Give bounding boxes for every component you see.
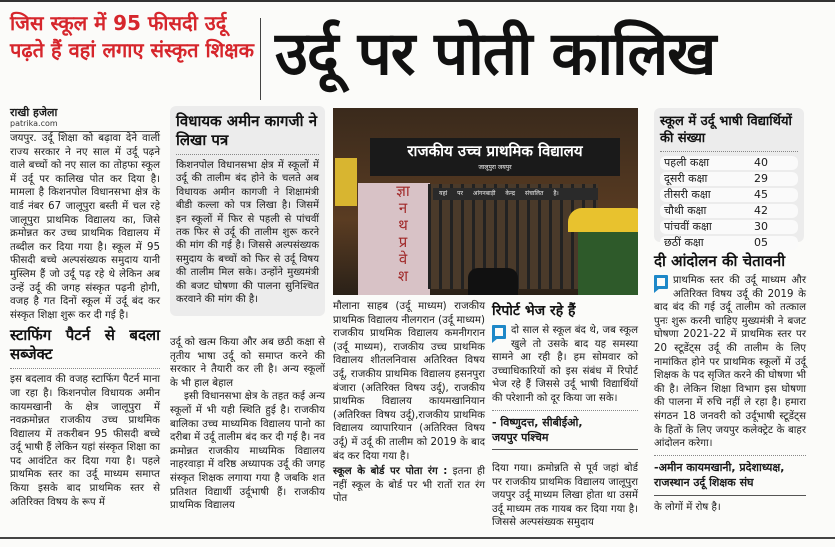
school-photo — [333, 108, 638, 295]
col2-paragraph-2: इसी विधानसभा क्षेत्र के तहत कई अन्य स्कूलों में भी यही स्थिति हुई है। राजकीय बालिका उच्च माध्यमिक विद्यालय पानो का दरीबा में उर्दू तालीम बंद कर दी गई है। नव क्रमोन्नत राजकीय माध्यमिक विद्यालय नाहरवाड़ा में वरिष्ठ अध्यापक उर्दू की जगह संस्कृत शिक्षक लगाया गया है जबकि शत प्रतिशत विद्यार्थी उर्दूभाषी हैं। राजकीय प्राथमिक विद्यालय — [170, 391, 325, 512]
kicker-headline: जिस स्कूल में 95 फीसदी उर्दू पढ़ते हैं वहां लगाए संस्कृत शिक्षक — [10, 11, 254, 62]
byline — [10, 106, 160, 132]
autorickshaw-roof — [568, 208, 638, 232]
wall-letter: श — [397, 267, 409, 285]
school-signboard — [370, 138, 620, 176]
warning-quote-wrap — [654, 274, 806, 451]
author-name: राखी हजेला — [10, 106, 58, 119]
stats-value: 29 — [754, 172, 768, 185]
column-1 — [10, 132, 160, 509]
painted-wall — [358, 183, 430, 295]
main-headline: उर्दू पर पोती कालिख — [275, 19, 716, 89]
col3-paragraph-1: मौलाना साहब (उर्दू माध्यम) राजकीय प्राथमिक विद्यालय नीलगरान (उर्दू माध्यम) राजकीय प्राथमिक विद्यालय कमनीगरान (उर्दू माध्यम), राजकीय उच्च प्राथमिक विद्यालय शीतलनिवास अतिरिक्त विषय उर्दू, राजकीय प्राथमिक विद्यालय हसनपुरा बंजारा (अतिरिक्त विषय उर्दू), राजकीय प्राथमिक विद्यालय कायमखानियान (अतिरिक्त विषय उर्दू),राजकीय प्राथमिक विद्यालय व्यापारियान (अतिरिक्त विषय उर्दू) में उर्दू की तालीम को 2019 के बाद बंद कर दिया गया है। — [333, 301, 485, 462]
stats-row — [660, 220, 798, 234]
stats-label: छठीं कक्षा — [664, 236, 704, 249]
dotted-rule — [660, 151, 798, 152]
stats-label: चौथी कक्षा — [664, 204, 707, 217]
top-rule — [0, 0, 835, 2]
col1-subhead: स्टाफिंग पैटर्न से बदला सब्जेक्ट — [10, 326, 160, 364]
stats-label: तीसरी कक्षा — [664, 188, 711, 201]
dotted-rule — [176, 154, 319, 155]
stats-label: पांचवीं कक्षा — [664, 220, 712, 233]
warning-box — [654, 252, 806, 514]
stats-value: 45 — [754, 188, 768, 201]
wall-letter: वे — [398, 250, 408, 268]
col2-paragraph-1: उर्दू को खत्म किया और अब छठी कक्षा से तृतीय भाषा उर्दू को समाप्त करने की सरकार ने तैयारी कर ली है। अन्य स्कूलों के भी हाल बेहाल — [170, 337, 325, 389]
quote-icon — [492, 325, 506, 339]
wall-letter: थ — [398, 216, 408, 234]
column-4 — [492, 462, 638, 530]
stats-row — [660, 172, 798, 186]
autorickshaw-body — [578, 232, 638, 295]
report-box-quote-wrap — [492, 324, 638, 406]
stats-label: पहली कक्षा — [664, 156, 710, 169]
stats-box — [654, 108, 804, 249]
signboard-subtext: जालूपुरा जयपुर — [478, 164, 512, 171]
quote-icon — [654, 275, 668, 289]
notice-poster — [335, 158, 357, 206]
rule — [492, 449, 638, 450]
col1-paragraph-1: जयपुर. उर्दू शिक्षा को बढ़ावा देने वाली राज्य सरकार ने नए साल में उर्दू पढ़ने वाले बच्चों को नए साल का तोहफा स्कूल में उर्दू पर कालिख पोत कर दिया है। मामला है किशनपोल विधानसभा क्षेत्र के वार्ड नंबर 67 जालूपुरा बस्ती में चल रहे जालूपुरा प्राथमिक विद्यालय का, जिसे क्रमोन्नत कर उच्च प्राथमिक विद्यालय में तब्दील कर दिया गया है। स्कूल में 95 फीसदी बच्चे अल्पसंख्यक समुदाय यानी मुस्लिम हैं जो उर्दू पढ़ रहे थे लेकिन अब उन्हें उर्दू की जगह संस्कृत पढ़नी होगी, वजह है गत दिनों स्कूल में उर्दू बंद कर संस्कृत शिक्षा शुरू कर दी गई है। — [10, 133, 160, 321]
warning-attribution: -अमीन कायमखानी, प्रदेशाध्यक्ष, राजस्थान उर्दू शिक्षक संघ — [654, 460, 785, 489]
stats-label: दूसरी कक्षा — [664, 172, 708, 185]
stats-row — [660, 204, 798, 218]
warning-tail: के लोगों में रोष है। — [654, 501, 721, 513]
wall-letter: ज्ञा — [396, 182, 410, 200]
col1-paragraph-2: इस बदलाव की वजह स्टाफिंग पैटर्न माना जा रहा है। किशनपोल विधायक अमीन कायमखानी के क्षेत्र जालूपुरा में नवक्रमोन्नत राजकीय उच्च प्राथमिक विद्यालय में तकरीबन 95 फीसदी बच्चे उर्दू भाषी हैं लेकिन यहां संस्कृत शिक्षा का पद आवंटित कर दिया गया है। पहले प्राथमिक स्तर का उर्दू माध्यम समाप्त किया इसके बाद प्राथमिक स्तर से अतिरिक्त विषय के रूप में — [10, 374, 160, 508]
stats-value: 42 — [754, 204, 768, 217]
motorbike — [468, 268, 518, 295]
divider — [260, 18, 261, 100]
col3-subhead: स्कूल के बोर्ड पर पोता रंग : — [333, 466, 448, 478]
column-2 — [170, 336, 325, 513]
col3-paragraph-2: इतना ही नहीं स्कूल के बोर्ड पर भी रातों रात रंग पोत — [333, 466, 485, 505]
author-site: patrika.com — [10, 119, 58, 128]
report-box-title: रिपोर्ट भेज रहे हैं — [492, 303, 576, 319]
wall-letter: प्र — [398, 233, 408, 251]
report-attribution-1: - विष्णुदत्त, सीबीईओ, — [492, 415, 583, 429]
stats-value: 40 — [754, 156, 768, 169]
bottom-rule — [0, 537, 835, 539]
mla-box-title: विधायक अमीन कागजी ने लिखा पत्र — [176, 112, 318, 149]
col4-paragraph-1: दिया गया। क्रमोन्नति से पूर्व जहां बोर्ड पर राजकीय प्राथमिक विद्यालय जालूपुरा जयपुर उर्दू माध्यम लिखा होता था उसमें उर्दू माध्यम तक गायब कर दिया गया है। जिससे अल्पसंख्यक समुदाय — [492, 463, 638, 529]
stats-value: 05 — [754, 236, 768, 249]
report-attribution-2: जयपुर पश्चिम — [492, 430, 549, 444]
stats-row — [660, 236, 798, 250]
dotted-rule — [492, 410, 638, 411]
warning-title: दी आंदोलन की चेतावनी — [654, 252, 786, 270]
rule — [654, 495, 806, 496]
report-box-quote: दो साल से स्कूल बंद थे, जब स्कूल खुले तो उसके बाद यह समस्या सामने आ रही है। हम सोमवार को उच्चाधिकारियों को इस संबंध में रिपोर्ट भेज रहे हैं जिससे उर्दू भाषी विद्यार्थियों की परेशानी को दूर किया जा सके। — [492, 325, 638, 404]
mla-box-body: किशनपोल विधानसभा क्षेत्र में स्कूलों में उर्दू की तालीम बंद होने के चलते अब विधायक अमीन कागजी ने शिक्षामंत्री बीडी कल्ला को पत्र लिखा है। जिसमें इन स्कूलों में फिर से पहली से पांचवीं तक फिर से उर्दू की तालीम शुरू करने की मांग की गई है। जिससे अल्पसंख्यक समुदाय के बच्चों को फिर से उर्दू विषय की तालीम मिल सके। उन्होंने मुख्यमंत्री की बजट घोषणा की पालना सुनिश्चित करवाने की मांग की है। — [176, 160, 319, 306]
stats-title: स्कूल में उर्दू भाषी विद्यार्थियों की संख्या — [660, 114, 792, 146]
wall-letter: न — [398, 199, 408, 217]
mla-letter-box — [170, 106, 325, 316]
gate-sign: यहां पर आंगनबाड़ी केन्द्र संचालित है। — [433, 188, 598, 200]
signboard-text: राजकीय उच्च प्राथमिक विद्यालय — [407, 142, 583, 160]
stats-row — [660, 156, 798, 170]
column-3 — [333, 300, 485, 506]
stats-row — [660, 188, 798, 202]
report-box — [492, 302, 638, 454]
warning-quote: प्राथमिक स्तर की उर्दू माध्यम और अतिरिक्त विषय उर्दू की 2019 के बाद बंद की गई उर्दू तालीम को तत्काल पुनः शुरू करनी चाहिए मुख्यमंत्री ने बजट घोषणा 2021-22 में प्राथमिक स्तर पर 20 स्टूडेंट्स उर्दू की तालीम के लिए नामांकित होने पर प्राथमिक स्कूलों में उर्दू शिक्षक के पद सृजित करने की घोषणा भी की है। लेकिन शिक्षा विभाग इस घोषणा की पालना में रुचि नहीं ले रहा है। हमारा संगठन 18 जनवरी को उर्दूभाषी स्टूडेंट्स के हितों के लिए जयपुर कलेक्ट्रेट के बाहर आंदोलन करेगा। — [654, 275, 806, 450]
stats-value: 30 — [754, 220, 768, 233]
dotted-rule — [654, 455, 806, 456]
dotted-rule — [10, 368, 160, 369]
